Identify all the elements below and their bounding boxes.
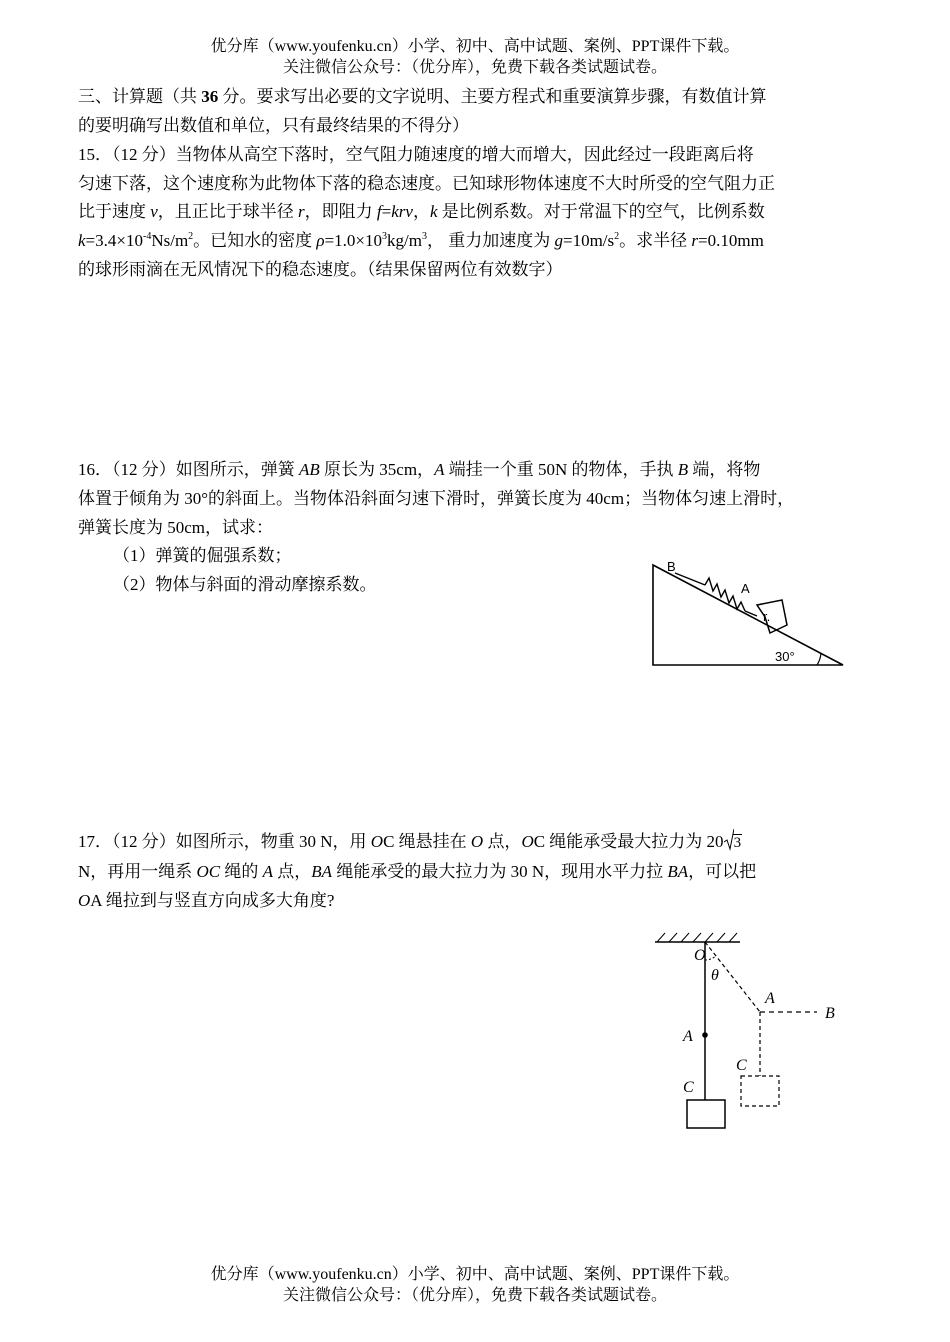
page-footer-line-1: 优分库（www.youfenku.cn）小学、初中、高中试题、案例、PPT课件下载。 — [210, 1266, 740, 1283]
label-theta: θ — [711, 967, 719, 984]
svg-text:r.: r. — [763, 609, 771, 624]
spring-coil — [705, 578, 745, 611]
section-instructions: 的要明确写出数值和单位，只有最终结果的不得分） — [78, 116, 469, 135]
q17-line-3: OA 绳拉到与竖直方向成多大角度? — [78, 891, 335, 910]
label-A: A — [741, 581, 750, 596]
q16-incline-figure — [645, 555, 855, 673]
q16-subquestion-2: （2）物体与斜面的滑动摩擦系数。 — [113, 575, 377, 594]
q16-line-2: 体置于倾角为 30°的斜面上。当物体沿斜面匀速下滑时，弹簧长度为 40cm；当物体匀速上滑时， — [78, 489, 795, 508]
q17-line-1: 17．（12 分）如图所示，物重 30 N，用 OC 绳悬挂在 O 点，OC 绳能承受最大拉力为 20 3 — [78, 831, 742, 854]
point-A — [702, 1032, 708, 1038]
page-footer-line-2: 关注微信公众号：（优分库），免费下载各类试题试卷。 — [282, 1287, 667, 1304]
q15-line-4: $k=3.4\times 10^{-4}Ns/m^2$。已知水的密度 $\rho=1.0\times 10^3kg/m^3$， 重力加速度为 $g=10m/s^2$。求半径 r=0.10mm — [78, 231, 764, 250]
q15-line-2: 匀速下落，这个速度称为此物体下落的稳态速度。已知球形物体速度不大时所受的空气阻力正 — [78, 174, 775, 193]
sqrt-3: 3 — [724, 831, 743, 854]
label-C-lower: C — [683, 1079, 694, 1096]
weight-C-dashed — [741, 1076, 779, 1106]
section-heading: 三、计算题（共 36 分。要求写出必要的文字说明、主要方程式和重要演算步骤，有数值计算 — [78, 87, 767, 106]
label-A-lower: A — [683, 1028, 693, 1045]
angle-arc — [817, 653, 821, 665]
q17-line-2: N，再用一绳系 OC 绳的 A 点，BA 绳能承受的最大拉力为 30 N，现用水平力拉 BA，可以把 — [78, 862, 757, 881]
q15-line-1: 15．（12 分）当物体从高空下落时，空气阻力随速度的增大而增大，因此经过一段距离后将 — [78, 145, 754, 164]
theta-arc — [705, 956, 716, 960]
label-O: O — [694, 947, 706, 964]
label-B: B — [825, 1005, 835, 1022]
label-B: B — [667, 559, 676, 574]
q15-line-5: 的球形雨滴在无风情况下的稳态速度。（结果保留两位有效数字） — [78, 260, 563, 279]
label-C-upper: C — [736, 1057, 747, 1074]
incline-triangle — [653, 565, 843, 665]
page-header-line-1: 优分库（www.youfenku.cn）小学、初中、高中试题、案例、PPT课件下载。 — [210, 38, 740, 55]
page-header-line-2: 关注微信公众号：（优分库），免费下载各类试题试卷。 — [282, 59, 667, 76]
q16-line-1: 16．（12 分）如图所示，弹簧 AB 原长为 35cm，A 端挂一个重 50N 的物体，手执 B 端，将物 — [78, 460, 761, 479]
label-A-upper: A — [765, 990, 775, 1007]
q15-line-3: 比于速度 v，且正比于球半径 r，即阻力 f=krv，k 是比例系数。对于常温下的空气，比例系数 — [78, 202, 765, 221]
q16-subquestion-1: （1）弹簧的倔强系数； — [113, 546, 292, 565]
q17-rope-figure — [645, 930, 855, 1135]
q16-line-3: 弹簧长度为 50cm，试求： — [78, 518, 274, 537]
weight-C — [687, 1100, 725, 1128]
label-angle: 30° — [775, 649, 795, 664]
